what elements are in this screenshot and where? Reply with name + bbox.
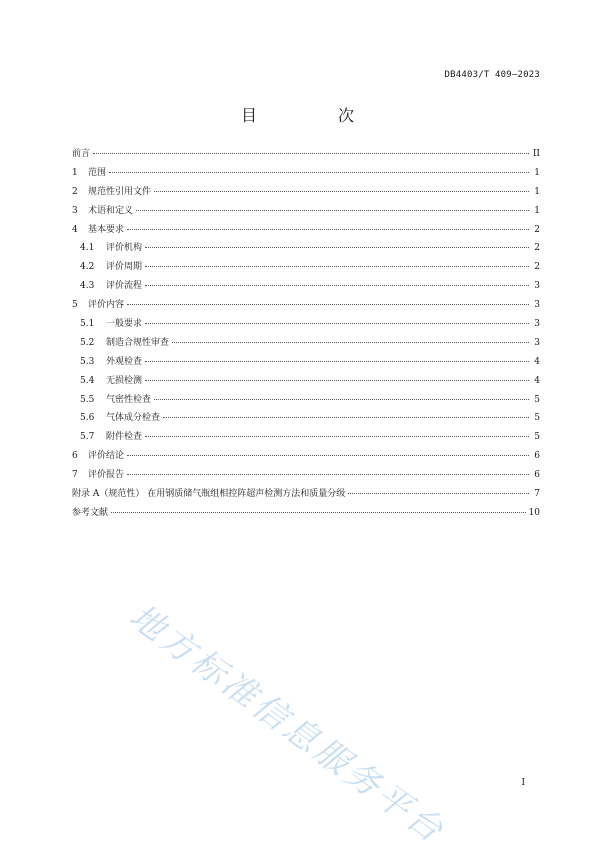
toc-entry-page: 4 <box>534 375 540 386</box>
toc-entry[interactable] <box>72 315 540 334</box>
toc-entry[interactable] <box>72 164 540 183</box>
dot-leader <box>109 171 529 173</box>
dot-leader <box>145 322 529 324</box>
page-number: I <box>521 778 525 788</box>
toc-entry[interactable] <box>72 183 540 202</box>
toc-entry[interactable] <box>72 221 540 240</box>
dot-leader <box>127 473 529 475</box>
toc-entry[interactable] <box>72 277 540 296</box>
toc-entry[interactable] <box>72 239 540 258</box>
toc-entry-number: 4.3 <box>80 281 95 292</box>
dot-leader <box>154 190 529 192</box>
toc-entry-page: 6 <box>534 470 540 481</box>
toc-entry-label <box>72 466 124 485</box>
dot-leader <box>136 209 529 211</box>
toc-entry[interactable] <box>72 202 540 221</box>
toc-entry-text: 参考文献 <box>72 507 109 518</box>
toc-entry-text: 制造合规性审查 <box>106 337 170 348</box>
toc-entry-page: 6 <box>534 451 540 462</box>
toc-entry-page: 1 <box>534 167 540 178</box>
dot-leader <box>145 379 529 381</box>
toc-entry-number: 5.3 <box>80 356 95 367</box>
toc-entry-label <box>80 353 142 372</box>
toc-entry-text: 气体成分检查 <box>106 413 161 424</box>
toc-entry-number: 5.1 <box>80 319 95 330</box>
dot-leader <box>93 152 529 154</box>
toc-entry-text: 评价流程 <box>106 281 143 292</box>
toc-entry[interactable] <box>72 466 540 485</box>
toc-entry-text: 范围 <box>88 167 107 178</box>
toc-entry-page: 10 <box>528 507 540 518</box>
toc-entry-page: 5 <box>534 394 540 405</box>
toc-entry-label <box>80 315 142 334</box>
toc-entry-number: 5.4 <box>80 375 95 386</box>
toc-entry-text: 前言 <box>72 149 91 159</box>
toc-entry-page: 1 <box>534 186 540 197</box>
toc-entry-label <box>80 372 142 391</box>
toc-entry-label <box>80 428 142 447</box>
dot-leader <box>127 228 529 230</box>
dot-leader <box>348 492 529 494</box>
toc-entry-number: 5.6 <box>80 413 95 424</box>
toc-entry[interactable] <box>72 409 540 428</box>
toc-entry-label <box>72 485 345 504</box>
toc-entry[interactable] <box>72 258 540 277</box>
toc-entry-page: 2 <box>534 262 540 273</box>
toc-entry-page: 3 <box>534 337 540 348</box>
toc-entry[interactable] <box>72 504 540 523</box>
toc-entry-page: 5 <box>534 432 540 443</box>
toc-entry-number: 4.2 <box>80 262 95 273</box>
toc-entry-number: 4.1 <box>80 243 95 254</box>
toc-entry[interactable] <box>72 447 540 466</box>
toc-entry-text: 外观检查 <box>106 356 143 367</box>
toc-entry[interactable] <box>72 372 540 391</box>
toc-entry-number: 2 <box>72 186 78 197</box>
toc-entry-page: 4 <box>534 356 540 367</box>
toc-entry-number: 5.7 <box>80 432 95 443</box>
toc-entry-text: 评价机构 <box>106 243 143 254</box>
toc-entry-text: 一般要求 <box>106 319 143 330</box>
toc-entry-label <box>72 221 124 240</box>
dot-leader <box>145 265 529 267</box>
toc-entry-number: 5 <box>72 300 78 311</box>
toc-entry-page: 5 <box>534 413 540 424</box>
toc-entry-text: 基本要求 <box>88 224 125 235</box>
toc-entry-label <box>72 296 124 315</box>
toc-entry-page: 2 <box>534 243 540 254</box>
toc-entry-text: 无损检测 <box>106 375 143 386</box>
toc-entry-number: 6 <box>72 451 78 462</box>
table-of-contents <box>72 145 540 523</box>
toc-entry-page: 3 <box>534 281 540 292</box>
toc-entry-label <box>72 145 90 164</box>
toc-entry-page: 7 <box>534 489 540 500</box>
toc-entry-page: 3 <box>534 300 540 311</box>
toc-entry-label <box>72 447 124 466</box>
toc-entry-number: 7 <box>72 470 78 481</box>
toc-entry-number: 5.5 <box>80 394 95 405</box>
toc-entry[interactable] <box>72 334 540 353</box>
toc-entry-page: 2 <box>534 224 540 235</box>
dot-leader <box>145 246 529 248</box>
toc-entry-label <box>80 258 142 277</box>
toc-entry-number: 3 <box>72 205 78 216</box>
toc-entry-label <box>72 504 108 523</box>
toc-entry[interactable] <box>72 391 540 410</box>
toc-entry-label <box>72 164 106 183</box>
toc-entry-text: 评价内容 <box>88 300 125 311</box>
toc-entry-label <box>80 391 151 410</box>
toc-entry-text: 附件检查 <box>106 432 143 443</box>
toc-entry[interactable] <box>72 485 540 504</box>
toc-entry-label <box>72 202 133 221</box>
toc-entry-label <box>80 409 160 428</box>
toc-entry-label <box>72 183 151 202</box>
toc-entry-number: 5.2 <box>80 337 95 348</box>
toc-entry[interactable] <box>72 428 540 447</box>
dot-leader <box>172 341 529 343</box>
toc-entry-label <box>80 239 142 258</box>
dot-leader <box>145 284 529 286</box>
dot-leader <box>145 435 529 437</box>
toc-entry-text: 评价周期 <box>106 262 143 273</box>
toc-entry-number: 1 <box>72 167 78 178</box>
dot-leader <box>127 454 529 456</box>
toc-title: 目 次 <box>240 106 393 125</box>
dot-leader <box>145 360 529 362</box>
toc-entry-text: 规范性引用文件 <box>88 186 152 197</box>
toc-entry-label <box>80 334 169 353</box>
toc-entry-text: 评价结论 <box>88 451 125 462</box>
toc-entry[interactable] <box>72 296 540 315</box>
dot-leader <box>163 416 529 418</box>
toc-entry-label <box>80 277 142 296</box>
toc-entry[interactable] <box>72 353 540 372</box>
toc-entry[interactable] <box>72 145 540 164</box>
toc-entry-text: 评价报告 <box>88 470 125 481</box>
dot-leader <box>111 511 526 513</box>
toc-entry-page: 3 <box>534 319 540 330</box>
toc-entry-text: 附录 A（规范性） 在用钢质储气瓶组相控阵超声检测方法和质量分级 <box>72 489 346 500</box>
toc-entry-text: 术语和定义 <box>88 205 134 216</box>
dot-leader <box>127 303 529 305</box>
dot-leader <box>154 398 529 400</box>
document-code: DB4403/T 409—2023 <box>444 70 540 80</box>
watermark: 地方标准信息服务平台 <box>121 596 453 853</box>
toc-entry-text: 气密性检查 <box>106 394 152 405</box>
toc-entry-number: 4 <box>72 224 78 235</box>
toc-entry-page: II <box>532 149 540 159</box>
toc-entry-page: 1 <box>534 205 540 216</box>
